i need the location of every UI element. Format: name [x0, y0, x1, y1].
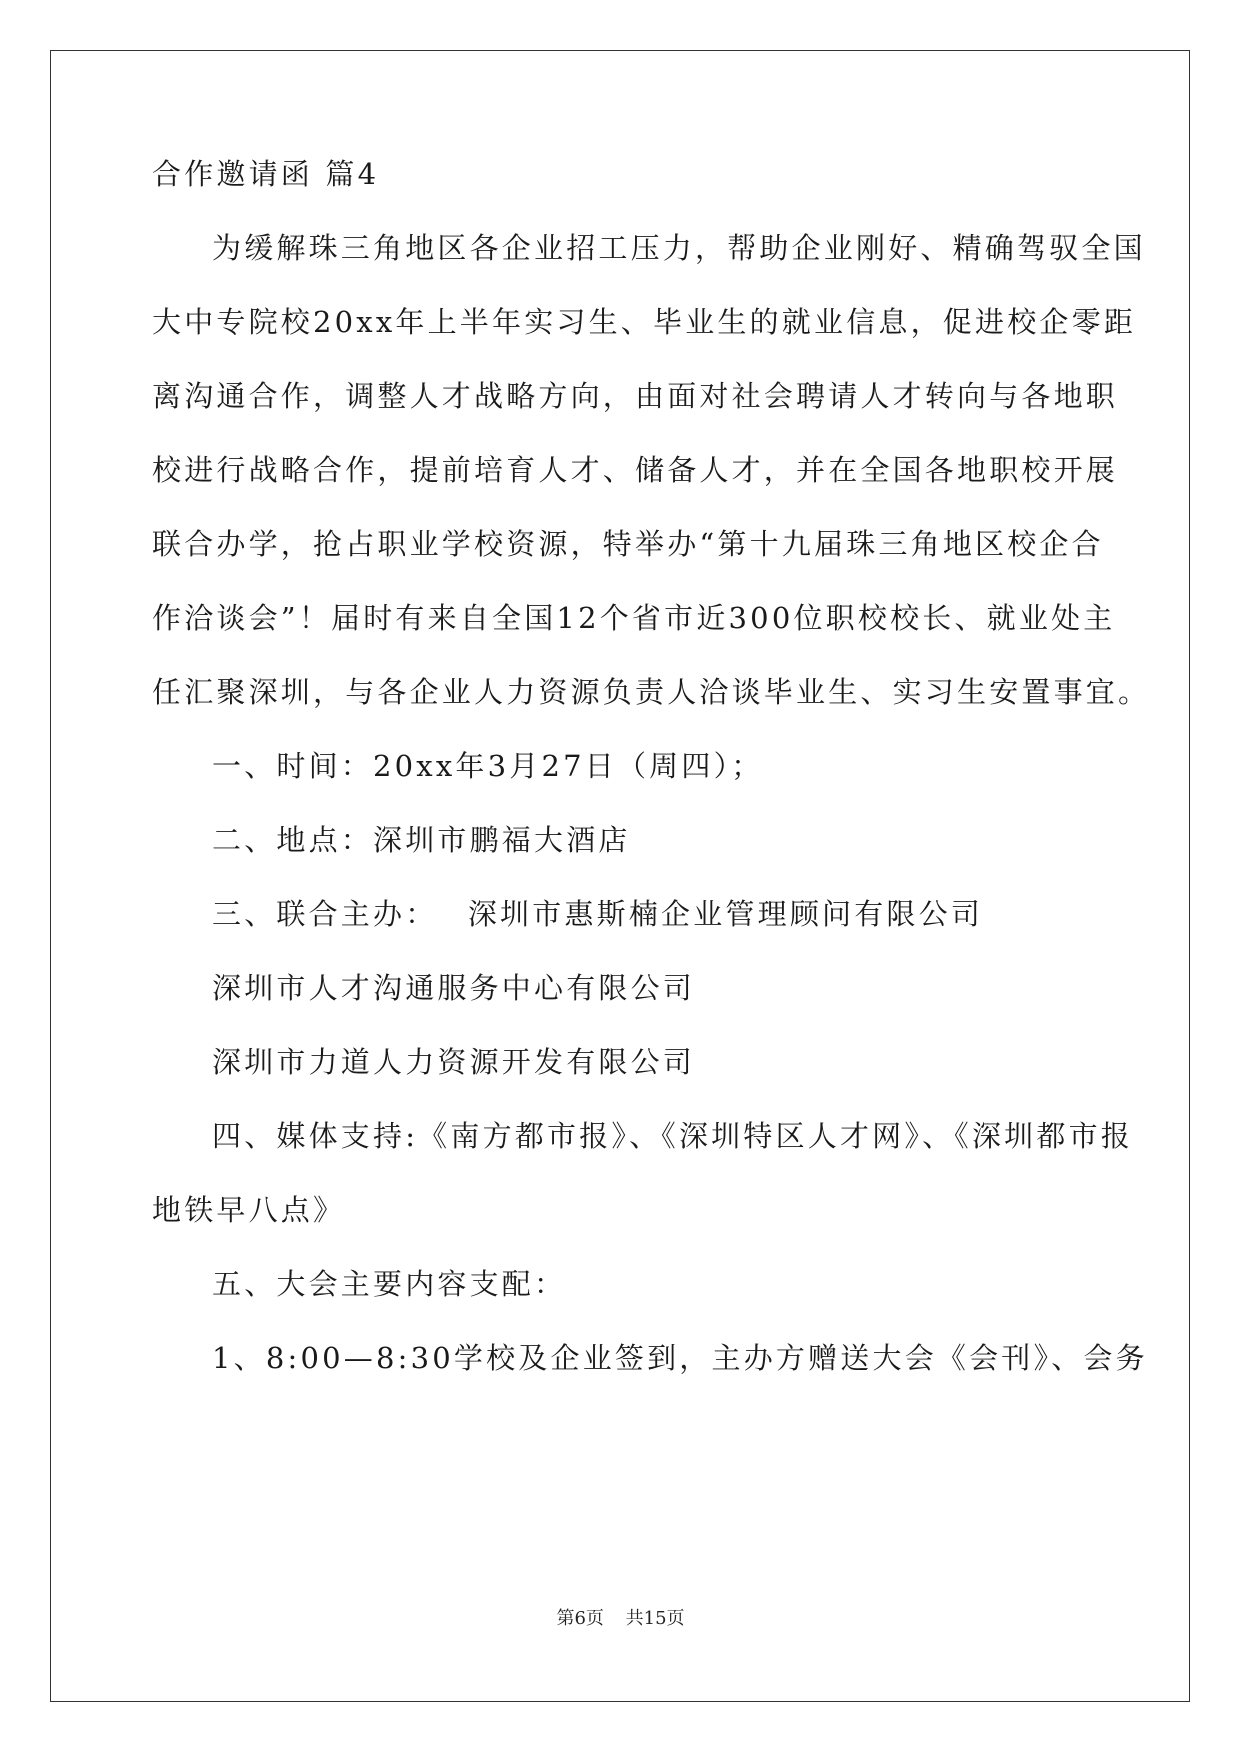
media-support: 四、媒体支持:《南方都市报》、《深圳特区人才网》、《深圳都市报	[212, 1119, 1133, 1153]
event-location: 二、地点：深圳市鹏福大酒店	[212, 823, 631, 857]
co-organizers	[212, 892, 983, 933]
body-line: 校进行战略合作，提前培育人才、储备人才，并在全国各地职校开展	[152, 453, 1119, 487]
co-organizer: 深圳市惠斯楠企业管理顾问有限公司	[467, 897, 984, 931]
co-organizer: 深圳市人才沟通服务中心有限公司	[212, 971, 696, 1005]
body-line: 大中专院校20xx年上半年实习生、毕业生的就业信息，促进校企零距	[152, 305, 1137, 339]
co-organizers-label: 三、联合主办：	[212, 897, 438, 931]
page-total: 共15页	[625, 1608, 685, 1629]
page-border	[50, 50, 1190, 1702]
document-title: 合作邀请函 篇4	[152, 157, 380, 191]
page-footer	[0, 1604, 1241, 1630]
body-line: 作洽谈会”！届时有来自全国12个省市近300位职校校长、就业处主	[152, 601, 1116, 635]
media-support-continued: 地铁早八点》	[152, 1193, 346, 1227]
event-time: 一、时间：20xx年3月27日（周四）；	[212, 749, 764, 783]
co-organizer: 深圳市力道人力资源开发有限公司	[212, 1045, 696, 1079]
page-number: 第6页	[556, 1608, 604, 1629]
body-line: 联合办学，抢占职业学校资源，特举办“第十九届珠三角地区校企合	[152, 527, 1104, 561]
body-line: 为缓解珠三角地区各企业招工压力，帮助企业刚好、精确驾驭全国	[212, 231, 1146, 265]
body-line: 任汇聚深圳，与各企业人力资源负责人洽谈毕业生、实习生安置事宜。	[152, 675, 1151, 709]
body-line: 离沟通合作，调整人才战略方向，由面对社会聘请人才转向与各地职	[152, 379, 1119, 413]
agenda-item: 1、8:00—8:30学校及企业签到，主办方赠送大会《会刊》、会务	[212, 1341, 1148, 1375]
agenda-heading: 五、大会主要内容支配：	[212, 1267, 567, 1301]
